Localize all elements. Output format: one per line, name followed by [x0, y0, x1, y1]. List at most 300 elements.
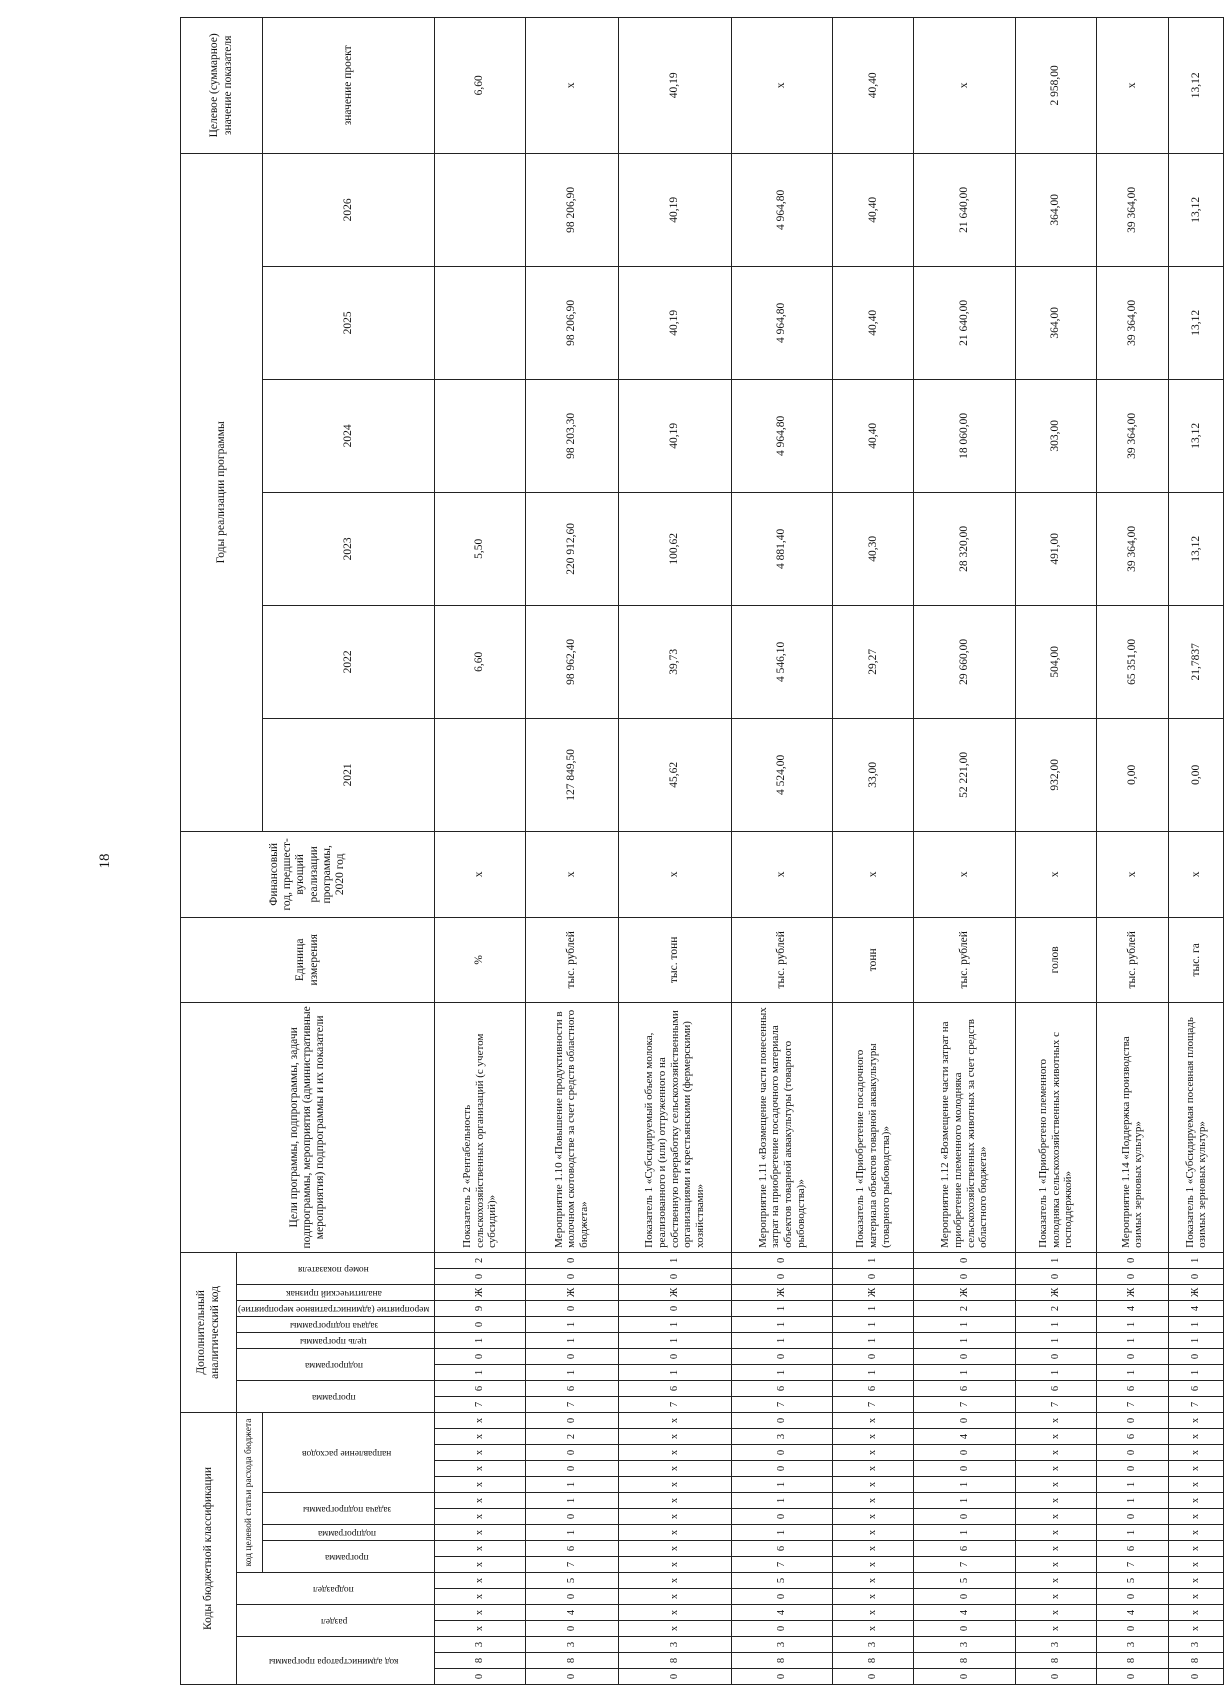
dac-digit: 1 — [914, 1316, 1015, 1332]
dac-digit: 0 — [833, 1268, 914, 1284]
podrazdel-digit: х — [1015, 1589, 1096, 1605]
kcsr-digit: 0 — [731, 1461, 832, 1477]
dac-digit: 0 — [435, 1316, 525, 1332]
podrazdel-digit: х — [619, 1573, 732, 1589]
kcsr-digit: х — [435, 1557, 525, 1573]
rotated-table-container — [180, 33, 1209, 1685]
kcsr-digit: х — [1015, 1429, 1096, 1445]
row-name: Показатель 1 «Субсидируемый объем молока, реализованного и (или) отгруженного на собственную переработку сельскохозяйственными организациями и крестьянскими (фермерскими) хозяйствами» — [619, 1002, 732, 1252]
row-name: Показатель 2 «Рентабельность сельскохозяйственных организаций (с учетом субсидий)» — [435, 1002, 525, 1252]
dac-digit: 1 — [435, 1332, 525, 1348]
row-value-y2021: 0,00 — [1096, 718, 1168, 831]
dac-digit: 0 — [1096, 1268, 1168, 1284]
razdel-digit: х — [435, 1605, 525, 1621]
dac-digit: 7 — [731, 1396, 832, 1412]
podrazdel-digit: 5 — [731, 1573, 832, 1589]
row-value-y2023: 491,00 — [1015, 492, 1096, 605]
table-row — [1096, 17, 1168, 1684]
podrazdel-digit: 0 — [914, 1589, 1015, 1605]
kcsr-digit: 1 — [1096, 1493, 1168, 1509]
dac-digit: 1 — [1169, 1332, 1224, 1348]
fin-year-header: Финансовый год, предшест-вующий реализации программы, 2020 год — [181, 831, 435, 917]
kcsr-digit: 0 — [731, 1445, 832, 1461]
kcsr-digit: х — [1015, 1509, 1096, 1525]
row-value-y2022: 65 351,00 — [1096, 605, 1168, 718]
row-fin-year: х — [914, 831, 1015, 917]
row-value-y2022: 29 660,00 — [914, 605, 1015, 718]
dac-digit: 7 — [619, 1396, 732, 1412]
kcsr-digit: х — [619, 1557, 732, 1573]
kcsr-digit: х — [1015, 1557, 1096, 1573]
kcsr-direction-header: направление расходов — [263, 1412, 435, 1492]
row-value-y2025: 98 206,90 — [525, 266, 619, 379]
razdel-digit: х — [1169, 1621, 1224, 1637]
podrazdel-digit: х — [619, 1589, 732, 1605]
kcsr-program-header: программа — [263, 1541, 435, 1573]
table-row — [619, 17, 732, 1684]
row-unit: тонн — [833, 917, 914, 1002]
podrazdel-digit: х — [435, 1589, 525, 1605]
admin-code-header: код администратора программы — [237, 1637, 435, 1685]
kcsr-digit: 0 — [914, 1412, 1015, 1428]
admin-code-digit: 0 — [1096, 1669, 1168, 1685]
dac-digit: 6 — [731, 1380, 832, 1396]
row-value-y2026: 40,40 — [833, 153, 914, 266]
razdel-digit: 0 — [1096, 1621, 1168, 1637]
kcsr-digit: х — [435, 1461, 525, 1477]
kcsr-digit: х — [1169, 1412, 1224, 1428]
dac-subprogram-header: подпрограмма — [237, 1348, 435, 1380]
dac-digit: 6 — [1096, 1380, 1168, 1396]
dac-digit: 1 — [833, 1300, 914, 1316]
row-value-y2023: 40,30 — [833, 492, 914, 605]
row-value-y2025: 39 364,00 — [1096, 266, 1168, 379]
razdel-digit: х — [1015, 1605, 1096, 1621]
admin-code-digit: 8 — [833, 1653, 914, 1669]
kcsr-digit: х — [1169, 1557, 1224, 1573]
kcsr-digit: 1 — [731, 1477, 832, 1493]
kcsr-digit: х — [833, 1445, 914, 1461]
table-row — [833, 17, 914, 1684]
razdel-digit: 0 — [914, 1621, 1015, 1637]
kcsr-digit: х — [619, 1445, 732, 1461]
row-value-y2025: 4 964,80 — [731, 266, 832, 379]
row-target: 13,12 — [1169, 17, 1224, 153]
admin-code-digit: 3 — [1169, 1637, 1224, 1653]
kcsr-digit: 6 — [731, 1541, 832, 1557]
target-header: Целевое (суммарное) значение показателя — [181, 17, 263, 153]
dac-digit: 0 — [525, 1268, 619, 1284]
kcsr-digit: 6 — [525, 1541, 619, 1557]
dac-digit: 0 — [1015, 1268, 1096, 1284]
razdel-digit: 0 — [525, 1621, 619, 1637]
dac-digit: 1 — [833, 1252, 914, 1268]
dac-digit: 1 — [731, 1364, 832, 1380]
dac-digit: 6 — [619, 1380, 732, 1396]
kcsr-digit: х — [1169, 1509, 1224, 1525]
row-name: Показатель 1 «Приобретено племенного молодняка сельскохозяйственных животных с господдержкой» — [1015, 1002, 1096, 1252]
row-value-y2025: 21 640,00 — [914, 266, 1015, 379]
razdel-header: раздел — [237, 1605, 435, 1637]
podrazdel-digit: х — [1169, 1573, 1224, 1589]
kcsr-digit: 7 — [525, 1557, 619, 1573]
row-target: х — [525, 17, 619, 153]
row-target: 6,60 — [435, 17, 525, 153]
dac-digit: 1 — [1015, 1316, 1096, 1332]
row-unit: % — [435, 917, 525, 1002]
admin-code-digit: 8 — [619, 1653, 732, 1669]
admin-code-digit: 3 — [435, 1637, 525, 1653]
row-unit: тыс. рублей — [1096, 917, 1168, 1002]
kcsr-digit: 4 — [914, 1429, 1015, 1445]
dac-digit: 7 — [1169, 1396, 1224, 1412]
dac-digit: 0 — [833, 1348, 914, 1364]
admin-code-digit: 8 — [525, 1653, 619, 1669]
kcsr-digit: 1 — [914, 1493, 1015, 1509]
kcsr-digit: х — [1169, 1461, 1224, 1477]
row-value-y2021: 33,00 — [833, 718, 914, 831]
row-value-y2022: 98 962,40 — [525, 605, 619, 718]
razdel-digit: х — [619, 1621, 732, 1637]
row-value-y2022: 6,60 — [435, 605, 525, 718]
dac-digit: Ж — [619, 1284, 732, 1300]
kcsr-digit: 1 — [731, 1493, 832, 1509]
kcsr-digit: х — [619, 1429, 732, 1445]
row-unit: тыс. га — [1169, 917, 1224, 1002]
admin-code-digit: 0 — [435, 1669, 525, 1685]
kcsr-digit: 0 — [731, 1509, 832, 1525]
admin-code-digit: 0 — [914, 1669, 1015, 1685]
dac-digit: 1 — [914, 1332, 1015, 1348]
kcsr-digit: 1 — [525, 1525, 619, 1541]
dac-digit: 0 — [435, 1348, 525, 1364]
kcsr-digit: х — [435, 1445, 525, 1461]
kcsr-digit: х — [619, 1525, 732, 1541]
dac-digit: Ж — [1096, 1284, 1168, 1300]
years-group-header: Годы реализации программы — [181, 153, 263, 831]
dac-digit: 2 — [1015, 1300, 1096, 1316]
kcsr-digit: х — [435, 1525, 525, 1541]
podrazdel-digit: х — [833, 1573, 914, 1589]
dac-task-header: задача подпрограммы — [237, 1316, 435, 1332]
kcsr-digit: 6 — [1096, 1541, 1168, 1557]
kcsr-digit: х — [1169, 1525, 1224, 1541]
year-2023-header: 2023 — [263, 492, 435, 605]
row-fin-year: х — [619, 831, 732, 917]
dac-digit: 6 — [435, 1380, 525, 1396]
kcsr-digit: х — [1015, 1412, 1096, 1428]
dac-digit: 1 — [525, 1316, 619, 1332]
podrazdel-digit: х — [1015, 1573, 1096, 1589]
kcsr-digit: х — [833, 1412, 914, 1428]
row-value-y2024: 13,12 — [1169, 379, 1224, 492]
podrazdel-digit: х — [435, 1573, 525, 1589]
dac-digit: 1 — [619, 1332, 732, 1348]
dac-digit: 1 — [833, 1316, 914, 1332]
admin-code-digit: 8 — [1169, 1653, 1224, 1669]
row-value-y2025: 40,19 — [619, 266, 732, 379]
dac-digit: 7 — [914, 1396, 1015, 1412]
row-value-y2023: 5,50 — [435, 492, 525, 605]
row-value-y2022: 504,00 — [1015, 605, 1096, 718]
kcsr-digit: х — [1169, 1541, 1224, 1557]
row-fin-year: х — [833, 831, 914, 917]
row-value-y2026: 98 206,90 — [525, 153, 619, 266]
row-value-y2025 — [435, 266, 525, 379]
kcsr-digit: х — [435, 1541, 525, 1557]
admin-code-digit: 3 — [1015, 1637, 1096, 1653]
kcsr-digit: х — [435, 1429, 525, 1445]
dac-digit: 7 — [1096, 1396, 1168, 1412]
dac-digit: 1 — [1015, 1364, 1096, 1380]
row-name: Показатель 1 «Приобретение посадочного материала объектов товарной аквакультуры (товарного рыбоводства)» — [833, 1002, 914, 1252]
razdel-digit: 4 — [914, 1605, 1015, 1621]
kcsr-digit: х — [1015, 1541, 1096, 1557]
podrazdel-header: подраздел — [237, 1573, 435, 1605]
dac-digit: 0 — [619, 1348, 732, 1364]
row-fin-year: х — [1169, 831, 1224, 917]
dac-digit: 2 — [435, 1252, 525, 1268]
kcsr-digit: х — [435, 1477, 525, 1493]
kcsr-digit: х — [619, 1477, 732, 1493]
razdel-digit: х — [833, 1605, 914, 1621]
admin-code-digit: 0 — [833, 1669, 914, 1685]
dac-digit: 4 — [1169, 1300, 1224, 1316]
row-value-y2026: 4 964,80 — [731, 153, 832, 266]
kcsr-digit: х — [833, 1461, 914, 1477]
kcsr-digit: 0 — [1096, 1445, 1168, 1461]
kcsr-digit: х — [619, 1509, 732, 1525]
kcsr-digit: 1 — [914, 1525, 1015, 1541]
table-body — [435, 17, 1224, 1684]
row-value-y2022: 4 546,10 — [731, 605, 832, 718]
table-row — [525, 17, 619, 1684]
row-value-y2021: 4 524,00 — [731, 718, 832, 831]
table-row — [1169, 17, 1224, 1684]
kcsr-digit: х — [1169, 1445, 1224, 1461]
row-value-y2021: 45,62 — [619, 718, 732, 831]
dac-digit: 1 — [619, 1364, 732, 1380]
target-sub-header: значение проект — [263, 17, 435, 153]
razdel-digit: х — [1015, 1621, 1096, 1637]
row-value-y2026: 40,19 — [619, 153, 732, 266]
row-fin-year: х — [525, 831, 619, 917]
admin-code-digit: 3 — [731, 1637, 832, 1653]
row-fin-year: х — [1096, 831, 1168, 917]
kcsr-digit: х — [1169, 1493, 1224, 1509]
admin-code-digit: 3 — [525, 1637, 619, 1653]
dac-digit: 6 — [1015, 1380, 1096, 1396]
dac-digit: 0 — [1169, 1348, 1224, 1364]
row-target: х — [731, 17, 832, 153]
row-unit: тыс. рублей — [914, 917, 1015, 1002]
dac-digit: 0 — [914, 1348, 1015, 1364]
row-value-y2025: 40,40 — [833, 266, 914, 379]
kcsr-digit: 0 — [1096, 1509, 1168, 1525]
kcsr-digit: х — [619, 1493, 732, 1509]
razdel-digit: 4 — [1096, 1605, 1168, 1621]
dac-digit: 7 — [833, 1396, 914, 1412]
podrazdel-digit: 0 — [525, 1589, 619, 1605]
row-value-y2024: 40,19 — [619, 379, 732, 492]
row-value-y2022: 21,7837 — [1169, 605, 1224, 718]
kcsr-digit: 1 — [525, 1493, 619, 1509]
row-value-y2021: 0,00 — [1169, 718, 1224, 831]
row-fin-year: х — [435, 831, 525, 917]
kcsr-digit: х — [833, 1477, 914, 1493]
dac-indicator-header: номер показателя — [237, 1252, 435, 1284]
table-row — [914, 17, 1015, 1684]
podrazdel-digit: х — [1169, 1589, 1224, 1605]
row-value-y2024 — [435, 379, 525, 492]
kcsr-digit: х — [619, 1412, 732, 1428]
dac-digit: 1 — [1169, 1316, 1224, 1332]
row-target: 40,19 — [619, 17, 732, 153]
admin-code-digit: 8 — [1096, 1653, 1168, 1669]
goals-header: Цели программы, подпрограммы, задачи подпрограммы, мероприятия (административные мероприятия) подпрограммы и их показатели — [181, 1002, 435, 1252]
kcsr-task-header: задача подпрограммы — [263, 1493, 435, 1525]
admin-code-digit: 0 — [525, 1669, 619, 1685]
dac-digit: 1 — [833, 1332, 914, 1348]
dac-digit: 9 — [435, 1300, 525, 1316]
row-value-y2026: 21 640,00 — [914, 153, 1015, 266]
row-value-y2024: 18 060,00 — [914, 379, 1015, 492]
dac-digit: 1 — [525, 1332, 619, 1348]
admin-code-digit: 0 — [1015, 1669, 1096, 1685]
row-name: Мероприятие 1.11 «Возмещение части понесенных затрат на приобретение посадочного материала объектов товарной аквакультуры (товарного рыбоводства)» — [731, 1002, 832, 1252]
podrazdel-digit: 0 — [1096, 1589, 1168, 1605]
row-value-y2023: 4 881,40 — [731, 492, 832, 605]
dac-digit: 0 — [619, 1300, 732, 1316]
dac-digit: 1 — [619, 1316, 732, 1332]
kcsr-digit: х — [833, 1541, 914, 1557]
kcsr-digit: 0 — [914, 1461, 1015, 1477]
podrazdel-digit: 0 — [731, 1589, 832, 1605]
dac-digit: 6 — [914, 1380, 1015, 1396]
kcsr-digit: х — [1015, 1525, 1096, 1541]
dac-digit: 7 — [525, 1396, 619, 1412]
dac-digit: 0 — [731, 1268, 832, 1284]
kcsr-digit: 6 — [914, 1541, 1015, 1557]
row-target: 40,40 — [833, 17, 914, 153]
dac-digit: Ж — [731, 1284, 832, 1300]
row-value-y2024: 40,40 — [833, 379, 914, 492]
dac-digit: 1 — [731, 1316, 832, 1332]
dac-digit: Ж — [1169, 1284, 1224, 1300]
dac-digit: Ж — [435, 1284, 525, 1300]
dac-digit: 0 — [1096, 1252, 1168, 1268]
kcsr-digit: х — [619, 1541, 732, 1557]
admin-code-digit: 3 — [833, 1637, 914, 1653]
row-value-y2024: 4 964,80 — [731, 379, 832, 492]
razdel-digit: 0 — [731, 1621, 832, 1637]
row-value-y2023: 28 320,00 — [914, 492, 1015, 605]
year-2022-header: 2022 — [263, 605, 435, 718]
row-name: Мероприятие 1.10 «Повышение продуктивности в молочном скотоводстве за счет средств областного бюджета» — [525, 1002, 619, 1252]
dac-digit: 0 — [914, 1252, 1015, 1268]
podrazdel-digit: 5 — [1096, 1573, 1168, 1589]
row-value-y2026: 39 364,00 — [1096, 153, 1168, 266]
kcsr-digit: х — [619, 1461, 732, 1477]
row-unit: тыс. рублей — [731, 917, 832, 1002]
row-value-y2024: 98 203,30 — [525, 379, 619, 492]
kcsr-digit: х — [1015, 1493, 1096, 1509]
dac-digit: 1 — [1015, 1332, 1096, 1348]
razdel-digit: 4 — [731, 1605, 832, 1621]
dac-digit: 2 — [914, 1300, 1015, 1316]
admin-code-digit: 8 — [1015, 1653, 1096, 1669]
dac-digit: 1 — [435, 1364, 525, 1380]
dac-digit: 1 — [1096, 1316, 1168, 1332]
row-value-y2022: 39,73 — [619, 605, 732, 718]
dac-digit: 0 — [1096, 1348, 1168, 1364]
unit-header: Единица измерения — [181, 917, 435, 1002]
page-number: 18 — [97, 853, 113, 869]
kcsr-digit: 7 — [1096, 1557, 1168, 1573]
podrazdel-digit: х — [833, 1589, 914, 1605]
row-value-y2024: 39 364,00 — [1096, 379, 1168, 492]
row-value-y2026: 364,00 — [1015, 153, 1096, 266]
admin-code-digit: 3 — [1096, 1637, 1168, 1653]
kcsr-digit: 1 — [525, 1477, 619, 1493]
dac-digit: 0 — [914, 1268, 1015, 1284]
row-value-y2024: 303,00 — [1015, 379, 1096, 492]
row-value-y2025: 13,12 — [1169, 266, 1224, 379]
dac-digit: 1 — [525, 1364, 619, 1380]
kcsr-digit: 0 — [914, 1445, 1015, 1461]
year-2026-header: 2026 — [263, 153, 435, 266]
kcsr-digit: х — [1169, 1429, 1224, 1445]
row-unit: голов — [1015, 917, 1096, 1002]
admin-code-digit: 0 — [1169, 1669, 1224, 1685]
dac-digit: 1 — [731, 1332, 832, 1348]
row-value-y2023: 13,12 — [1169, 492, 1224, 605]
kcsr-digit: х — [1169, 1477, 1224, 1493]
admin-code-digit: 8 — [914, 1653, 1015, 1669]
dac-digit: 1 — [1169, 1252, 1224, 1268]
kcsr-digit: 7 — [914, 1557, 1015, 1573]
row-fin-year: х — [731, 831, 832, 917]
dac-digit: Ж — [1015, 1284, 1096, 1300]
row-fin-year: х — [1015, 831, 1096, 917]
dac-digit: 1 — [731, 1300, 832, 1316]
admin-code-digit: 8 — [435, 1653, 525, 1669]
admin-code-digit: 3 — [619, 1637, 732, 1653]
dac-digit: Ж — [833, 1284, 914, 1300]
razdel-digit: х — [1169, 1605, 1224, 1621]
dac-digit: 1 — [1096, 1332, 1168, 1348]
kcsr-digit: 1 — [914, 1477, 1015, 1493]
admin-code-digit: 8 — [731, 1653, 832, 1669]
razdel-digit: х — [833, 1621, 914, 1637]
row-name: Мероприятие 1.14 «Поддержка производства озимых зерновых культур» — [1096, 1002, 1168, 1252]
dac-digit: 1 — [914, 1364, 1015, 1380]
kcsr-digit: 0 — [1096, 1461, 1168, 1477]
row-name: Показатель 1 «Субсидируемая посевная площадь озимых зерновых культур» — [1169, 1002, 1224, 1252]
kcsr-digit: х — [435, 1412, 525, 1428]
row-value-y2021: 127 849,50 — [525, 718, 619, 831]
admin-code-digit: 0 — [619, 1669, 732, 1685]
dac-digit: 7 — [435, 1396, 525, 1412]
kcsr-digit: 1 — [731, 1525, 832, 1541]
kcsr-digit: х — [833, 1493, 914, 1509]
kcsr-digit: х — [1015, 1461, 1096, 1477]
table-header — [181, 17, 435, 1684]
kcsr-digit: 1 — [1096, 1477, 1168, 1493]
kcsr-digit: 0 — [914, 1509, 1015, 1525]
dac-digit: 0 — [1169, 1268, 1224, 1284]
row-name: Мероприятие 1.12 «Возмещение части затрат на приобретение племенного молодняка сельскохозяйственных животных за счет средств областного бюджета» — [914, 1002, 1015, 1252]
